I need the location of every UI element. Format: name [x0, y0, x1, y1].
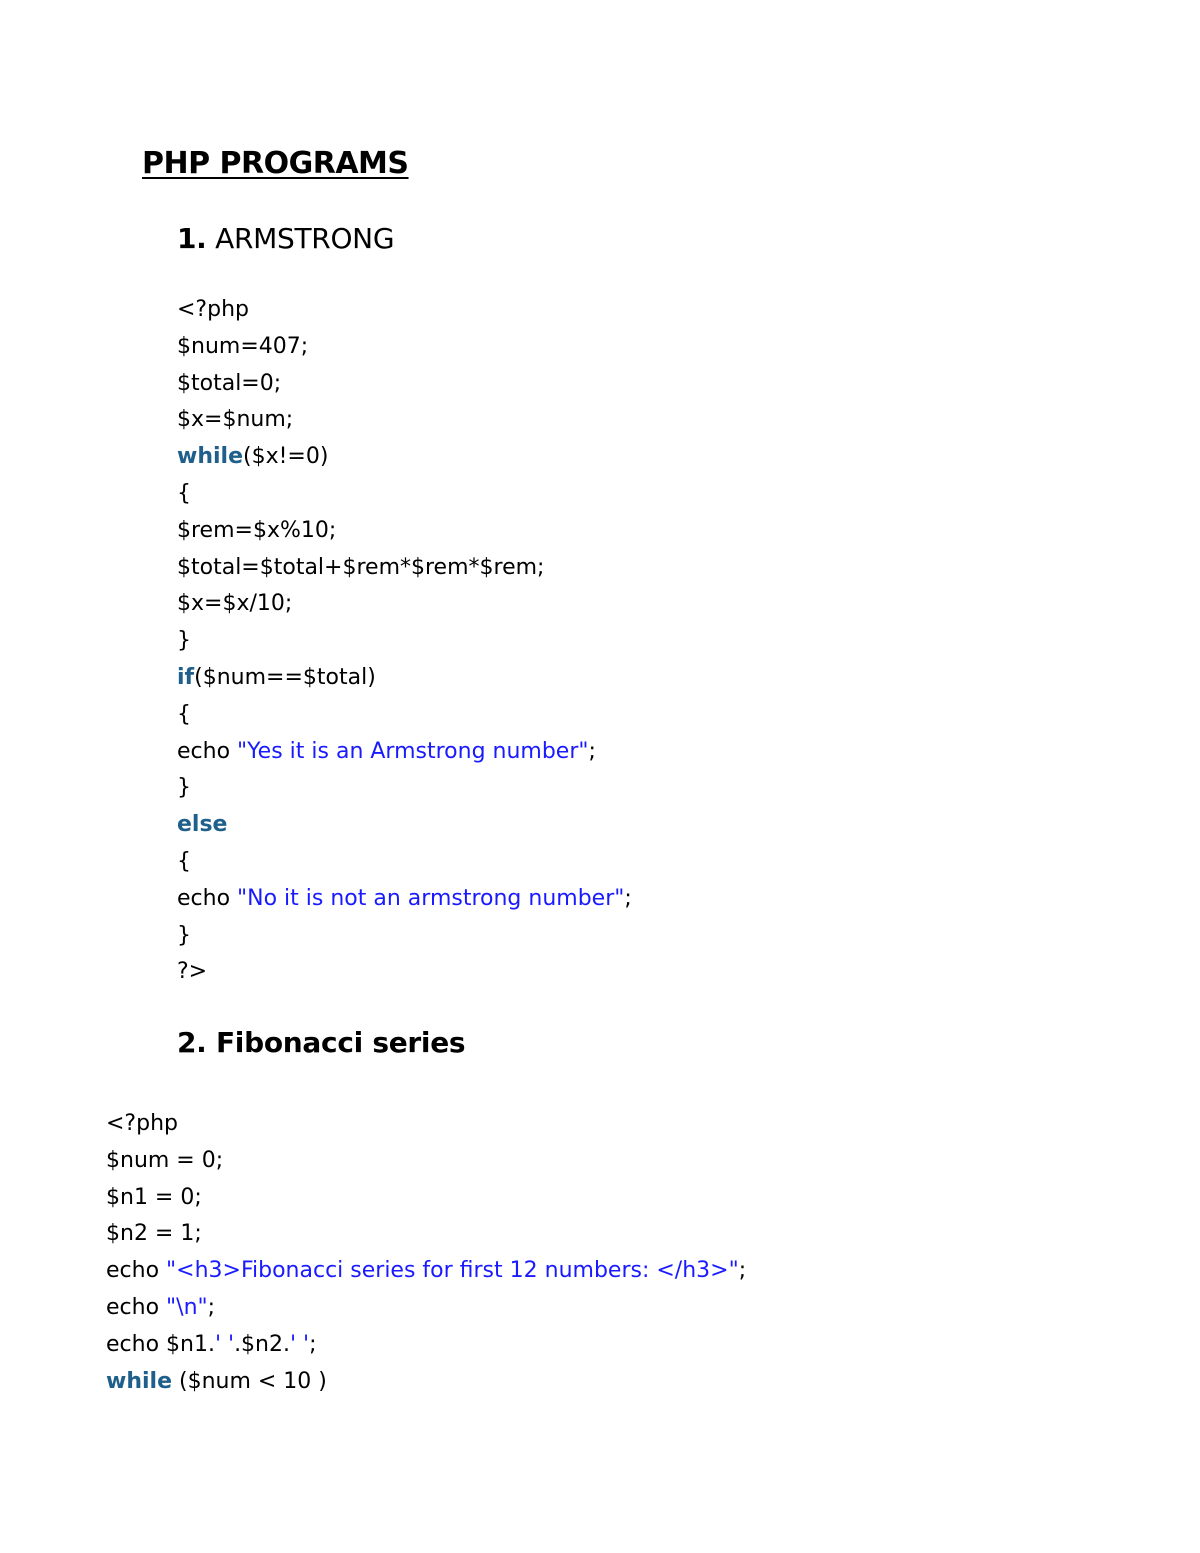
code-keyword: else [177, 812, 228, 838]
code-line [177, 954, 632, 991]
code-line [177, 770, 632, 807]
code-text: } [177, 922, 191, 948]
code-text: $num=407; [177, 333, 309, 359]
section-title: ARMSTRONG [215, 222, 395, 255]
code-text: } [177, 628, 191, 654]
code-line [177, 660, 632, 697]
code-string: "\n" [166, 1294, 208, 1320]
code-text: $n1 = 0; [106, 1184, 202, 1210]
code-text: $rem=$x%10; [177, 517, 337, 543]
code-line [106, 1253, 746, 1290]
code-line [177, 918, 632, 955]
code-text: { [177, 480, 191, 506]
code-text: $x=$num; [177, 407, 294, 433]
code-line [177, 623, 632, 660]
code-text: ; [309, 1331, 317, 1357]
code-text: $n2 = 1; [106, 1221, 202, 1247]
code-text: $num = 0; [106, 1147, 224, 1173]
code-line [106, 1143, 746, 1180]
code-text: ?> [177, 959, 208, 985]
code-line [106, 1290, 746, 1327]
code-text: ($num==$total) [194, 664, 376, 690]
code-line [106, 1180, 746, 1217]
code-string: "Yes it is an Armstrong number" [237, 738, 589, 764]
code-string: ' ' [290, 1331, 310, 1357]
code-line [177, 697, 632, 734]
code-text: .$n2. [234, 1331, 290, 1357]
section-heading-fibonacci [177, 1026, 465, 1059]
code-keyword: while [106, 1368, 172, 1394]
code-line [177, 844, 632, 881]
code-keyword: if [177, 664, 195, 690]
code-text: ; [624, 885, 632, 911]
section-heading-armstrong [177, 222, 394, 255]
code-block-armstrong [177, 292, 632, 991]
code-line [177, 807, 632, 844]
section-number: 1. [177, 222, 207, 255]
code-line [106, 1106, 746, 1143]
code-line [177, 439, 632, 476]
code-line [177, 550, 632, 587]
code-line [106, 1216, 746, 1253]
code-line [177, 476, 632, 513]
code-text: ; [207, 1294, 216, 1320]
code-line [177, 402, 632, 439]
code-text: $total=0; [177, 370, 282, 396]
code-keyword: while [177, 444, 243, 470]
code-line [177, 586, 632, 623]
code-text: <?php [106, 1111, 178, 1136]
code-string: "<h3>Fibonacci series for first 12 numbers: </h3>" [166, 1258, 739, 1284]
section-title: Fibonacci series [215, 1026, 466, 1059]
code-text: ; [588, 738, 596, 764]
code-text: echo [106, 1294, 167, 1320]
code-text: echo [177, 738, 238, 764]
code-line [177, 513, 632, 550]
code-text: echo [106, 1258, 167, 1284]
code-text: } [177, 775, 191, 801]
code-text: echo [177, 885, 238, 911]
code-line [177, 881, 632, 918]
code-text: ($x!=0) [243, 444, 329, 470]
section-number: 2. [177, 1026, 207, 1059]
code-line [177, 329, 632, 366]
code-text: $x=$x/10; [177, 591, 293, 617]
code-string: ' ' [214, 1331, 235, 1357]
code-text: ($num < 10 ) [172, 1368, 327, 1394]
page-title: PHP PROGRAMS [142, 146, 409, 181]
code-text: { [177, 701, 191, 727]
code-text: echo $n1. [106, 1331, 215, 1357]
code-text: ; [738, 1258, 747, 1284]
code-line [106, 1364, 746, 1401]
code-block-fibonacci [106, 1106, 746, 1400]
code-line [177, 366, 632, 403]
code-line [177, 292, 632, 329]
code-text: <?php [177, 297, 249, 322]
code-line [177, 734, 632, 771]
code-text: $total=$total+$rem*$rem*$rem; [177, 554, 545, 580]
code-line [106, 1327, 746, 1364]
code-text: { [177, 848, 191, 874]
code-string: "No it is not an armstrong number" [237, 885, 625, 911]
